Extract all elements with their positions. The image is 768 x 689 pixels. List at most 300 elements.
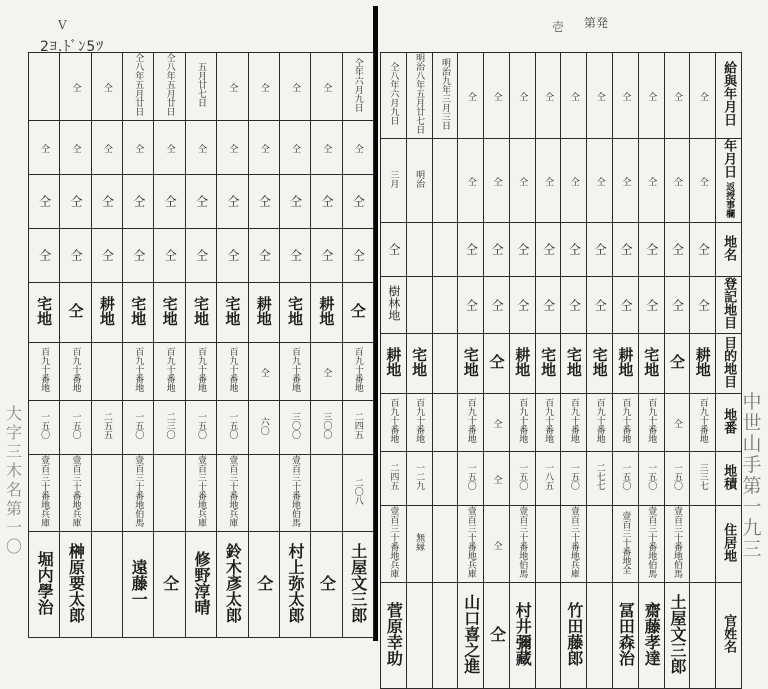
ledger-cell — [535, 223, 561, 277]
ledger-cell-text: 仝 — [490, 243, 505, 255]
ledger-cell-text: 仝 — [491, 92, 502, 101]
ledger-cell — [381, 53, 407, 139]
ledger-cell-text: 仝 — [101, 144, 112, 153]
ledger-cell-text: 宅地 — [410, 346, 429, 377]
table-row — [381, 223, 742, 277]
ledger-cell — [60, 229, 91, 283]
ledger-cell — [509, 223, 535, 277]
ledger-cell-text: 仝 — [568, 92, 579, 101]
ledger-cell — [217, 175, 248, 229]
ledger-cell-text: 六〇 — [258, 416, 269, 435]
header-cell-text: 給與年月日 — [721, 61, 737, 126]
table-row — [381, 334, 742, 394]
ledger-cell-text: 百九十番地 — [290, 347, 301, 392]
ledger-cell — [91, 343, 122, 401]
ledger-cell — [406, 583, 432, 689]
ledger-cell — [561, 277, 587, 334]
ledger-cell-text: 仝 — [487, 354, 506, 369]
ledger-cell-text: 三月 — [388, 169, 399, 188]
ledger-cell — [690, 583, 716, 689]
ledger-cell — [587, 53, 613, 139]
ledger-cell-text: 壹百三十番地兵庫 — [70, 455, 81, 527]
ledger-cell — [587, 139, 613, 223]
ledger-cell-text: 百九十番地 — [594, 398, 605, 443]
ledger-cell — [587, 277, 613, 334]
ledger-cell — [154, 229, 185, 283]
ledger-cell — [509, 277, 535, 334]
ledger-cell-text: 仝 — [319, 195, 334, 207]
ledger-cell — [484, 583, 510, 689]
ledger-cell-text: 仝 — [37, 195, 52, 207]
ledger-cell-text: 仝 — [671, 419, 682, 428]
ledger-cell — [535, 394, 561, 452]
ledger-cell — [311, 532, 342, 638]
header-cell — [716, 277, 742, 334]
ledger-cell — [561, 334, 587, 394]
ledger-cell — [561, 452, 587, 506]
ledger-cell-text: 壹百三十番地伯馬 — [671, 506, 682, 578]
ledger-cell-text: 仝 — [133, 144, 144, 153]
ledger-cell — [613, 223, 639, 277]
ledger-cell-text: 仝 — [465, 92, 476, 101]
ledger-cell — [311, 229, 342, 283]
table-row — [381, 394, 742, 452]
ledger-cell-text: 仝 — [567, 298, 582, 311]
ledger-cell-text: 一五〇 — [39, 412, 50, 439]
ledger-cell — [381, 583, 407, 689]
ledger-cell — [587, 452, 613, 506]
ledger-cell-text: 百九十番地 — [620, 398, 631, 443]
ledger-cell — [535, 334, 561, 394]
ledger-cell — [613, 53, 639, 139]
header-cell — [716, 452, 742, 506]
ledger-cell — [561, 583, 587, 689]
ledger-cell — [406, 394, 432, 452]
ledger-cell-text: 仝 — [568, 177, 579, 186]
ledger-cell — [279, 121, 310, 175]
ledger-cell — [381, 139, 407, 223]
ledger-cell — [690, 394, 716, 452]
ledger-cell — [587, 394, 613, 452]
ledger-cell-text: 仝 — [100, 195, 115, 207]
ledger-cell — [91, 283, 122, 343]
ledger-cell-text: 仝 — [288, 195, 303, 207]
ledger-cell-text: 仝 — [351, 249, 366, 261]
ledger-cell — [535, 583, 561, 689]
ledger-cell — [638, 139, 664, 223]
right-page — [380, 52, 742, 674]
header-cell — [716, 394, 742, 452]
ledger-cell — [123, 229, 154, 283]
ledger-cell-text: 明治九年三月三日 — [439, 57, 450, 130]
ledger-cell-text: 耕地 — [254, 295, 273, 326]
ledger-cell — [217, 121, 248, 175]
ledger-cell-text: 仝 — [319, 249, 334, 261]
ledger-cell — [342, 343, 373, 401]
ledger-cell — [154, 175, 185, 229]
header-cell — [716, 53, 742, 139]
ledger-cell-text: 仝 — [541, 243, 556, 255]
ledger-cell-text: 一五〇 — [646, 463, 657, 490]
ledger-cell — [561, 139, 587, 223]
ledger-cell-text: 仝 — [670, 243, 685, 255]
ledger-cell — [690, 452, 716, 506]
ledger-cell — [29, 283, 60, 343]
ledger-cell — [29, 53, 60, 121]
ledger-cell — [91, 121, 122, 175]
right-ledger-table — [380, 52, 742, 689]
ledger-cell-text: 明治 — [414, 169, 425, 188]
ledger-cell — [535, 53, 561, 139]
ledger-cell-text: 仝 — [290, 83, 301, 92]
ledger-cell — [406, 53, 432, 139]
ledger-cell-text: 宅地 — [129, 295, 148, 326]
ledger-cell — [123, 175, 154, 229]
ledger-cell — [509, 506, 535, 583]
ledger-cell — [664, 53, 690, 139]
ledger-cell — [248, 343, 279, 401]
ledger-cell-text: 竹田藤郎 — [564, 601, 584, 666]
ledger-cell — [587, 223, 613, 277]
ledger-cell-text: 二三〇 — [164, 412, 175, 439]
ledger-cell — [248, 401, 279, 455]
table-row — [29, 175, 374, 229]
ledger-cell — [311, 283, 342, 343]
ledger-cell — [613, 334, 639, 394]
ledger-cell-text: 百九十番地 — [568, 398, 579, 443]
ledger-cell — [217, 401, 248, 455]
ledger-cell — [458, 223, 484, 277]
header-cell-text: 地名 — [721, 234, 737, 261]
ledger-cell-text: 壹百三十番地兵庫 — [388, 506, 399, 578]
page-mark-right: 壱 — [552, 20, 565, 34]
ledger-cell-text: 一五〇 — [465, 463, 476, 490]
ledger-cell-text: 仝 — [697, 92, 708, 101]
ledger-cell — [248, 229, 279, 283]
ledger-cell-text: 仝 — [515, 298, 530, 311]
ledger-cell-text: 修野淳晴 — [191, 550, 211, 615]
ledger-cell-text: 宅地 — [223, 295, 242, 326]
ledger-cell — [613, 394, 639, 452]
ledger-cell-text: 仝 — [194, 249, 209, 261]
ledger-cell — [664, 277, 690, 334]
ledger-cell-text: 宅地 — [191, 295, 210, 326]
ledger-cell — [311, 175, 342, 229]
ledger-cell-text: 百九十番地 — [465, 398, 476, 443]
ledger-cell — [60, 283, 91, 343]
ledger-cell — [509, 583, 535, 689]
ledger-cell — [690, 53, 716, 139]
ledger-cell — [60, 53, 91, 121]
ledger-cell — [690, 139, 716, 223]
ledger-cell-text: 齋藤孝達 — [642, 601, 662, 666]
ledger-cell-text: 二七七 — [594, 463, 605, 490]
ledger-cell-text: 仝 — [194, 195, 209, 207]
ledger-cell — [248, 121, 279, 175]
header-cell-text: 地番 — [721, 407, 737, 434]
ledger-cell — [342, 283, 373, 343]
ledger-cell — [185, 53, 216, 121]
ledger-cell-text: 三〇〇 — [321, 412, 332, 439]
header-cell — [716, 334, 742, 394]
ledger-cell — [381, 277, 407, 334]
ledger-cell — [248, 532, 279, 638]
ledger-cell-text: 仝 — [620, 177, 631, 186]
ledger-cell — [613, 277, 639, 334]
ledger-cell — [690, 223, 716, 277]
ledger-cell — [185, 229, 216, 283]
ledger-cell-text: 宅地 — [160, 295, 179, 326]
ledger-cell-text: 一五〇 — [133, 412, 144, 439]
ledger-cell-text: 仝 — [517, 177, 528, 186]
header-cell — [716, 506, 742, 583]
ledger-cell — [613, 583, 639, 689]
ledger-cell-text: 仝 — [593, 243, 608, 255]
ledger-cell — [60, 532, 91, 638]
ledger-cell — [484, 452, 510, 506]
ledger-cell-text: 二四五 — [352, 412, 363, 439]
ledger-cell — [185, 455, 216, 532]
table-row — [381, 139, 742, 223]
ledger-cell-text: 壹百三十番地伯馬 — [290, 455, 301, 527]
ledger-cell-text: 仝 — [543, 92, 554, 101]
ledger-cell — [342, 401, 373, 455]
ledger-cell-text: 一二九 — [414, 463, 425, 490]
ledger-cell-text: 仝八年六月九日 — [388, 62, 399, 125]
table-row — [29, 229, 374, 283]
ledger-cell — [406, 223, 432, 277]
ledger-cell-text: 仝 — [594, 177, 605, 186]
ledger-cell — [561, 53, 587, 139]
ledger-cell — [509, 452, 535, 506]
header-cell-text: 住居地 — [721, 522, 737, 562]
ledger-cell — [638, 277, 664, 334]
ledger-cell-text: 一五〇 — [227, 412, 238, 439]
ledger-cell — [248, 283, 279, 343]
ledger-cell — [381, 223, 407, 277]
header-cell-text: 地積 — [721, 463, 737, 490]
ledger-cell — [406, 506, 432, 583]
ledger-cell-text: 仝 — [646, 177, 657, 186]
ledger-cell-text: 仝 — [464, 243, 479, 255]
left-edge-note: 大字三木名第一〇 — [5, 404, 22, 556]
header-cell — [716, 583, 742, 689]
ledger-cell-text: 仝 — [163, 249, 178, 261]
ledger-cell — [535, 139, 561, 223]
ledger-cell-text: 壹百三十番地伯馬 — [517, 506, 528, 578]
ledger-cell — [432, 334, 458, 394]
ledger-cell-text: 仝 — [644, 298, 659, 311]
ledger-cell — [185, 175, 216, 229]
table-row — [29, 532, 374, 638]
ledger-cell-text: 仝 — [618, 243, 633, 255]
header-cell-text: 目的地目 — [721, 335, 737, 388]
ledger-cell — [279, 175, 310, 229]
ledger-cell — [279, 455, 310, 532]
ledger-cell-text: 一八五 — [543, 463, 554, 490]
ledger-cell-text: 百九十番地 — [517, 398, 528, 443]
ledger-cell-text: 宅地 — [461, 346, 480, 377]
ledger-cell — [484, 139, 510, 223]
ledger-cell-text: 二四五 — [388, 463, 399, 490]
ledger-cell — [432, 583, 458, 689]
ledger-cell-text: 明治八年五月廿七日 — [414, 53, 425, 134]
ledger-cell — [664, 583, 690, 689]
ledger-cell-text: 遠藤一 — [129, 558, 149, 607]
ledger-cell-text: 百九十番地 — [414, 398, 425, 443]
ledger-cell — [29, 121, 60, 175]
ledger-cell-text: 仝 — [620, 92, 631, 101]
ledger-cell — [29, 532, 60, 638]
ledger-cell — [342, 121, 373, 175]
ledger-cell-text: 仝 — [541, 298, 556, 311]
ledger-cell-text: 仝 — [515, 243, 530, 255]
ledger-cell-text: 仝 — [490, 298, 505, 311]
ledger-cell — [279, 283, 310, 343]
ledger-cell — [60, 401, 91, 455]
ledger-cell — [60, 343, 91, 401]
ledger-cell-text: 宅地 — [539, 346, 558, 377]
corner-stamp: 第発 — [584, 16, 609, 30]
ledger-cell-text: 仝 — [543, 177, 554, 186]
ledger-cell-text: 仝 — [351, 195, 366, 207]
table-row — [381, 277, 742, 334]
ledger-cell-text: 百九十番地 — [70, 347, 81, 392]
ledger-cell-text: 仝 — [227, 83, 238, 92]
ledger-cell — [311, 455, 342, 532]
ledger-cell — [458, 452, 484, 506]
ledger-cell-text: 仝八年五月廿日 — [164, 53, 175, 116]
ledger-cell — [406, 452, 432, 506]
ledger-cell — [185, 121, 216, 175]
ledger-cell — [432, 53, 458, 139]
ledger-cell-text: 土屋文三郎 — [348, 542, 368, 623]
ledger-cell-text: 仝 — [131, 249, 146, 261]
ledger-cell-text: 耕地 — [513, 346, 532, 377]
ledger-cell-text: 百九十番地 — [133, 347, 144, 392]
ledger-cell — [29, 455, 60, 532]
ledger-cell-text: 百九十番地 — [352, 347, 363, 392]
ledger-cell — [185, 343, 216, 401]
ledger-cell-text: 壹百三十番地伯馬 — [646, 506, 657, 578]
ledger-cell — [217, 455, 248, 532]
ledger-cell — [311, 343, 342, 401]
ledger-cell-text: 仝 — [288, 249, 303, 261]
table-row — [29, 343, 374, 401]
ledger-cell — [123, 121, 154, 175]
ledger-cell-text: 仝 — [671, 92, 682, 101]
ledger-cell — [60, 455, 91, 532]
ledger-cell-text: 宅地 — [564, 346, 583, 377]
ledger-cell — [638, 583, 664, 689]
ledger-cell — [509, 53, 535, 139]
ledger-cell — [535, 452, 561, 506]
ledger-cell-text: 村井彌藏 — [513, 601, 533, 666]
ledger-cell-text: 百九十番地 — [543, 398, 554, 443]
ledger-cell — [664, 452, 690, 506]
ledger-cell-text: 仝八年五月廿日 — [133, 53, 144, 116]
ledger-cell — [664, 334, 690, 394]
ledger-cell — [342, 175, 373, 229]
ledger-cell-text: 仝 — [101, 83, 112, 92]
ledger-cell — [123, 53, 154, 121]
ledger-cell — [123, 283, 154, 343]
ledger-cell — [217, 53, 248, 121]
header-sub-text: 返授事欄 — [724, 182, 735, 218]
header-cell-text: 年月日 — [721, 139, 737, 178]
table-row — [29, 401, 374, 455]
ledger-cell — [123, 532, 154, 638]
ledger-cell-text: 冨田森治 — [616, 601, 636, 666]
table-row — [29, 455, 374, 532]
ledger-cell — [535, 277, 561, 334]
ledger-cell — [279, 532, 310, 638]
ledger-cell-text: 菅原幸助 — [384, 601, 404, 666]
ledger-cell — [613, 139, 639, 223]
ledger-cell-text: 仝 — [321, 83, 332, 92]
ledger-cell-text: 仝 — [164, 144, 175, 153]
ledger-cell — [279, 401, 310, 455]
ledger-cell — [664, 139, 690, 223]
ledger-cell — [406, 334, 432, 394]
ledger-cell-text: 仝 — [464, 298, 479, 311]
ledger-cell — [342, 532, 373, 638]
ledger-cell-text: 仝 — [594, 92, 605, 101]
ledger-cell-text: 一五〇 — [620, 463, 631, 490]
ledger-cell-text: 仝 — [66, 303, 85, 318]
ledger-cell-text: 仝 — [646, 92, 657, 101]
ledger-cell-text: 壹百三十番地兵庫 — [195, 455, 206, 527]
ledger-cell — [342, 53, 373, 121]
ledger-cell — [342, 229, 373, 283]
ledger-cell — [342, 455, 373, 532]
ledger-cell-text: 二〇八 — [352, 477, 363, 505]
ledger-cell — [154, 455, 185, 532]
ledger-cell-text: 仝 — [644, 243, 659, 255]
ledger-cell — [561, 506, 587, 583]
ledger-cell-text: 仝 — [258, 83, 269, 92]
ledger-cell-text: 仝 — [667, 354, 686, 369]
ledger-cell-text: 宅地 — [590, 346, 609, 377]
ledger-cell — [638, 394, 664, 452]
table-row — [381, 506, 742, 583]
ledger-cell-text: 仝 — [290, 144, 301, 153]
ledger-cell — [91, 175, 122, 229]
ledger-cell-text: 仝 — [697, 177, 708, 186]
ledger-cell — [311, 401, 342, 455]
ledger-cell-text: 仝 — [487, 625, 507, 642]
ledger-cell-text: 仝 — [163, 195, 178, 207]
ledger-cell — [154, 343, 185, 401]
ledger-cell-text: 仝 — [696, 298, 711, 311]
ledger-cell-text: 仝 — [254, 574, 274, 591]
ledger-cell-text: 仝 — [37, 249, 52, 261]
ledger-cell-text: 一五〇 — [517, 463, 528, 490]
ledger-cell-text: 一五〇 — [671, 463, 682, 490]
ledger-cell — [561, 394, 587, 452]
ledger-cell-text: 仝 — [696, 243, 711, 255]
ledger-cell — [509, 139, 535, 223]
ledger-cell-text: 仝 — [258, 368, 269, 377]
ledger-cell-text: 村上弥太郎 — [286, 542, 306, 623]
ledger-cell-text: 鈴木彥太郎 — [223, 542, 243, 623]
ledger-cell-text: 一五〇 — [195, 412, 206, 439]
ledger-cell-text: 仝 — [69, 249, 84, 261]
ledger-cell-text: 一五〇 — [568, 463, 579, 490]
ledger-cell — [432, 223, 458, 277]
ledger-cell-text: 榊原要太郎 — [66, 542, 86, 623]
ledger-cell-text: 仝 — [670, 298, 685, 311]
